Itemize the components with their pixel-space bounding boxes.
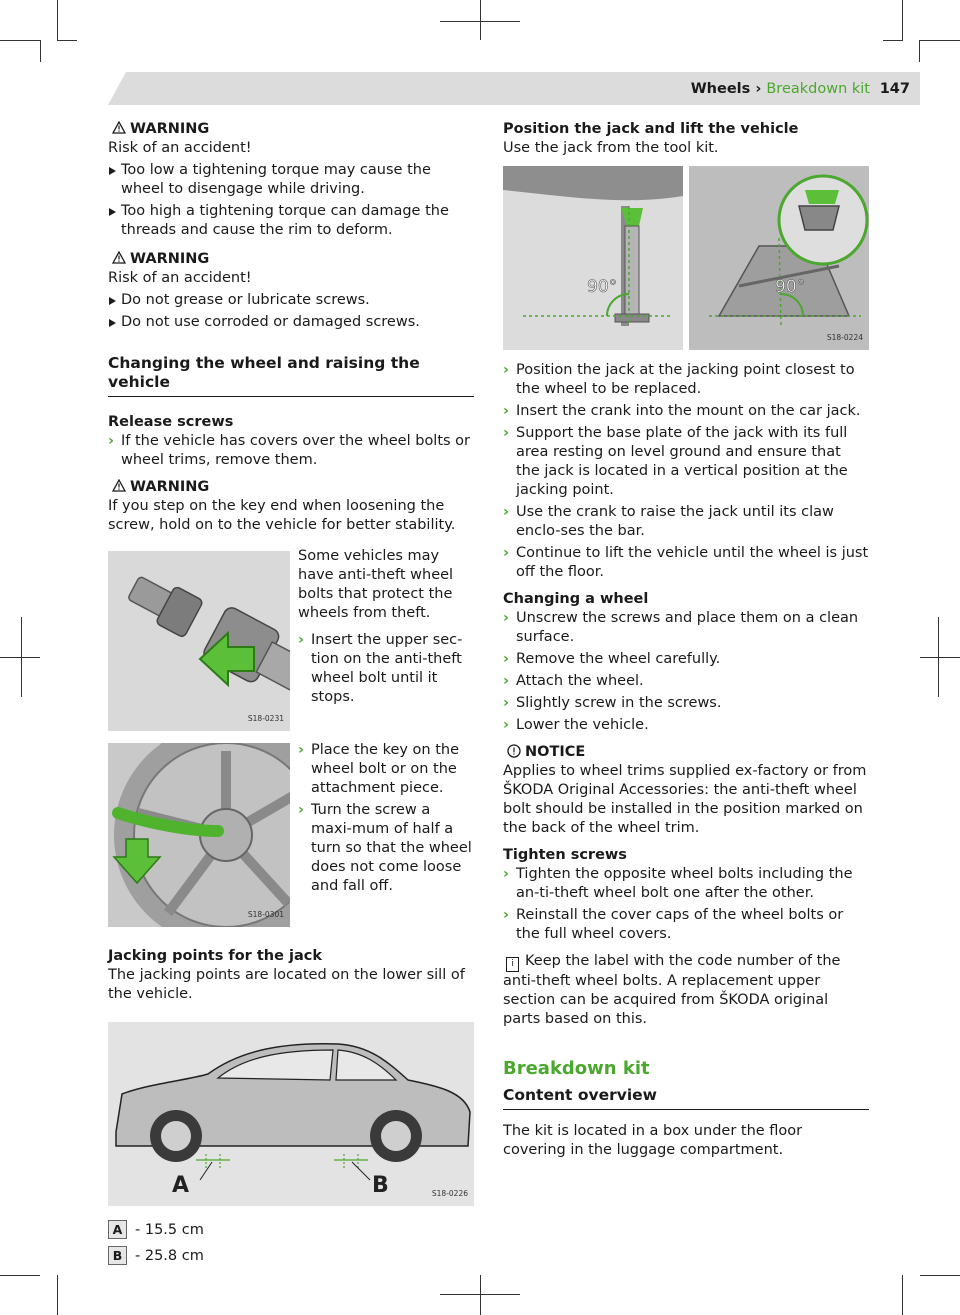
step-item: › Remove the wheel carefully. xyxy=(503,651,721,667)
figure-caption xyxy=(298,547,474,707)
legend-key: B xyxy=(108,1246,127,1265)
jack-side-illustration xyxy=(689,166,869,350)
warning-lead: Risk of an accident! xyxy=(108,140,252,156)
crop-mark xyxy=(0,657,40,658)
key-on-wheel-illustration xyxy=(108,743,290,927)
step-item: › Unscrew the screws and place them on a clean surface. xyxy=(503,610,859,645)
left-column xyxy=(108,120,474,1266)
notice-title: NOTICE xyxy=(503,743,869,762)
crop-mark xyxy=(480,0,481,40)
figure-car-jacking-points xyxy=(108,1022,474,1206)
legend-text: - 25.8 cm xyxy=(135,1248,204,1264)
warning-item: Too low a tightening torque may cause the wheel to disengage while driving. xyxy=(108,161,474,199)
crop-mark xyxy=(21,617,22,697)
step-item: › Insert the crank into the mount on the car jack. xyxy=(503,403,861,419)
warning-title: WARNING xyxy=(108,120,474,139)
breadcrumb-separator: › xyxy=(750,81,767,97)
notice-icon xyxy=(507,744,521,758)
page-header xyxy=(108,72,920,105)
warning-item: Do not use corroded or damaged screws. xyxy=(108,313,474,332)
crop-mark xyxy=(919,40,920,62)
step-item: › Turn the screw a maxi-mum of half a turn so that the wheel does not come loose and fall off. xyxy=(298,802,472,894)
warning-box xyxy=(108,250,474,332)
step-item: › Attach the wheel. xyxy=(503,673,644,689)
step-item: › Insert the upper sec-tion on the anti-theft wheel bolt until it stops. xyxy=(298,632,463,705)
warning-box xyxy=(108,478,474,535)
angle-label: 90° xyxy=(587,277,618,297)
figure-code: S18-0301 xyxy=(247,910,284,919)
section-heading: Content overview xyxy=(503,1086,869,1110)
crop-mark xyxy=(57,1275,58,1315)
figure-code: S18-0226 xyxy=(431,1189,468,1198)
crop-mark xyxy=(40,40,41,62)
breadcrumb-chapter: Wheels xyxy=(690,81,751,97)
step-item: › Support the base plate of the jack with its full area resting on level ground and ensure that the jack is located in a vertical position at the jacking point. xyxy=(503,425,848,498)
crop-mark xyxy=(883,40,903,41)
page-number: 147 xyxy=(879,81,910,97)
figure-block xyxy=(108,743,474,931)
subheading: Changing a wheel xyxy=(503,591,649,607)
figure-antitheft-bolt xyxy=(108,551,290,731)
crop-mark xyxy=(57,0,58,40)
step-item: › Lower the vehicle. xyxy=(503,717,649,733)
crop-mark xyxy=(902,1275,903,1315)
crop-mark xyxy=(920,657,960,658)
warning-text: If you step on the key end when loosening the screw, hold on to the vehicle for better stability. xyxy=(108,498,456,533)
figure-jack-positioning xyxy=(503,166,869,350)
warning-icon xyxy=(112,251,126,264)
section-title: Breakdown kit xyxy=(503,1058,650,1079)
step-item: › Position the jack at the jacking point closest to the wheel to be replaced. xyxy=(503,362,855,397)
subheading: Tighten screws xyxy=(503,847,627,863)
jack-front-illustration xyxy=(503,166,683,350)
warning-icon xyxy=(112,121,126,134)
info-icon: i xyxy=(506,957,519,972)
label-a: A xyxy=(172,1173,190,1198)
crop-mark xyxy=(480,1275,481,1315)
legend-text: - 15.5 cm xyxy=(135,1222,204,1238)
figure-jack-side xyxy=(689,166,869,350)
figure-key-wheel xyxy=(108,743,290,927)
step-item: › Use the crank to raise the jack until its claw enclo-ses the bar. xyxy=(503,504,834,539)
crop-mark xyxy=(902,0,903,40)
crop-mark xyxy=(920,1275,960,1276)
warning-icon xyxy=(112,479,126,492)
notice-box xyxy=(503,743,869,838)
info-note xyxy=(503,952,869,1029)
right-column xyxy=(503,120,869,1160)
breadcrumb-section: Breakdown kit xyxy=(766,81,870,97)
subheading: Jacking points for the jack xyxy=(108,948,322,964)
angle-label: 90° xyxy=(775,277,806,297)
crop-mark xyxy=(938,617,939,697)
crop-mark xyxy=(0,1275,40,1276)
car-side-illustration xyxy=(108,1022,474,1206)
crop-mark xyxy=(57,40,77,41)
notice-text: Applies to wheel trims supplied ex-factory or from ŠKODA Original Accessories: the anti-theft wheel bolt should be installed in the position marked on the back of the wheel trim. xyxy=(503,763,867,836)
subheading: Release screws xyxy=(108,414,234,430)
crop-mark xyxy=(920,40,960,41)
figure-text: Some vehicles may have anti-theft wheel bolts that protect the wheels from theft. xyxy=(298,548,454,621)
step-item: › Tighten the opposite wheel bolts including the an-ti-theft wheel bolt one after the other. xyxy=(503,866,853,901)
warning-title: WARNING xyxy=(108,250,474,269)
legend-key: A xyxy=(108,1220,127,1239)
figure-caption xyxy=(298,741,474,896)
steps-list xyxy=(503,361,869,582)
paragraph: The jacking points are located on the lower sill of the vehicle. xyxy=(108,967,465,1002)
crop-mark xyxy=(0,40,40,41)
subheading: Position the jack and lift the vehicle xyxy=(503,121,799,137)
warning-box xyxy=(108,120,474,240)
antitheft-bolt-illustration xyxy=(108,551,290,731)
warning-lead: Risk of an accident! xyxy=(108,270,252,286)
figure-jack-front xyxy=(503,166,683,350)
legend-row xyxy=(108,1246,474,1266)
figure-block xyxy=(108,549,474,737)
figure-code: S18-0231 xyxy=(247,714,284,723)
figure-code: S18-0224 xyxy=(826,333,863,342)
legend-row xyxy=(108,1220,474,1240)
section-heading: Changing the wheel and raising the vehicle xyxy=(108,354,474,397)
step-item: › If the vehicle has covers over the wheel bolts or wheel trims, remove them. xyxy=(108,433,471,468)
breadcrumb xyxy=(691,80,870,99)
label-b: B xyxy=(372,1173,389,1198)
warning-item: Too high a tightening torque can damage the threads and cause the rim to deform. xyxy=(108,202,474,240)
warning-title: WARNING xyxy=(108,478,474,497)
paragraph: Use the jack from the tool kit. xyxy=(503,140,719,156)
info-text: Keep the label with the code number of the anti-theft wheel bolts. A replacement upper section can be acquired from ŠKODA original parts based on this. xyxy=(503,953,841,1027)
warning-item: Do not grease or lubricate screws. xyxy=(108,291,474,310)
step-item: › Slightly screw in the screws. xyxy=(503,695,722,711)
step-item: › Place the key on the wheel bolt or on the attachment piece. xyxy=(298,742,460,796)
step-item: › Reinstall the cover caps of the wheel bolts or the full wheel covers. xyxy=(503,907,844,942)
paragraph: The kit is located in a box under the floor covering in the luggage compartment. xyxy=(503,1123,803,1158)
step-item: › Continue to lift the vehicle until the wheel is just off the floor. xyxy=(503,545,869,580)
